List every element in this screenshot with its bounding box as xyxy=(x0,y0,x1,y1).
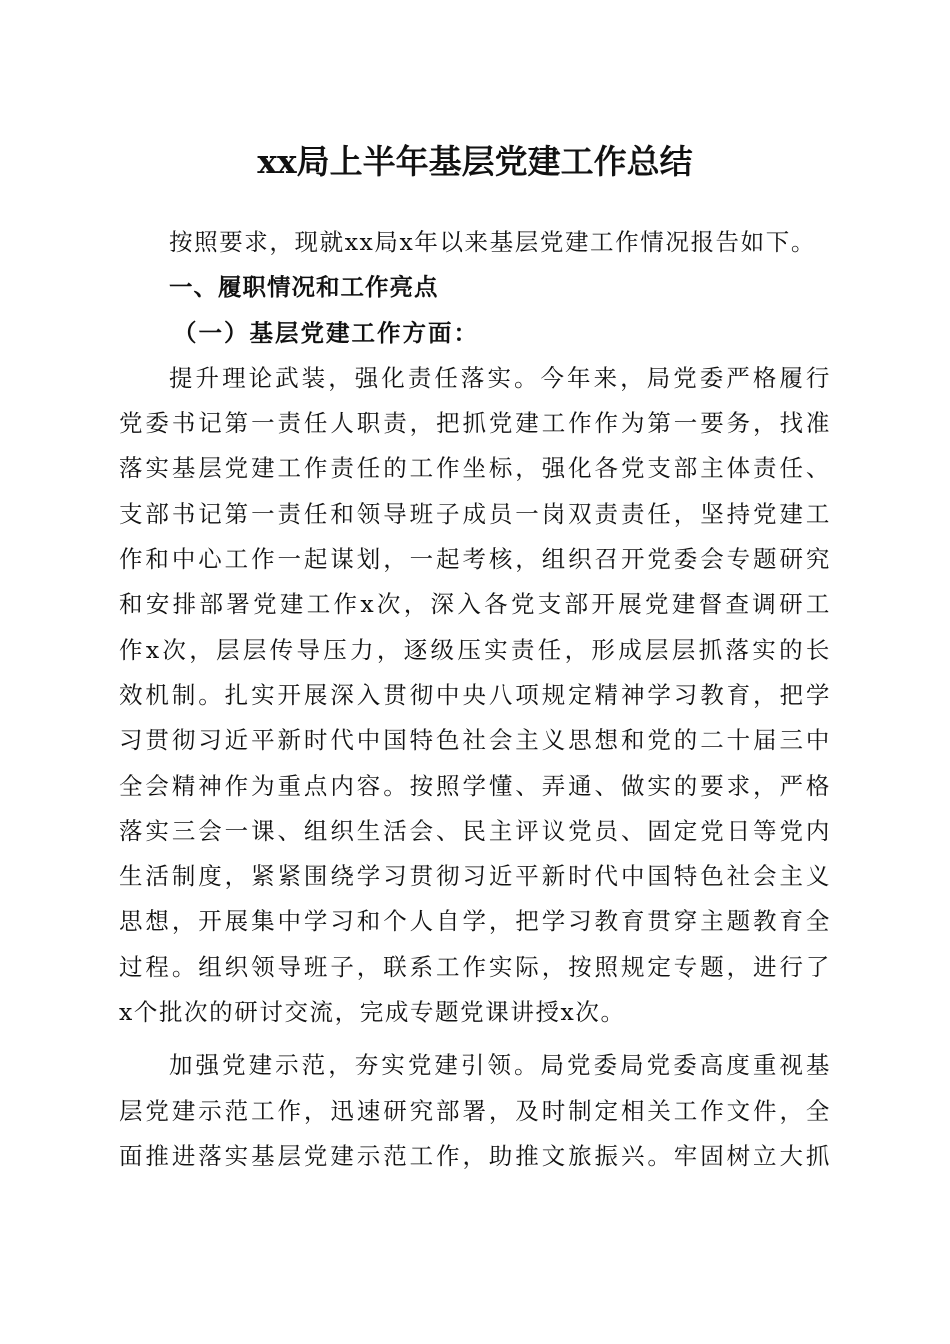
paragraph-line: 效机制。扎实开展深入贯彻中央八项规定精神学习教育，把学 xyxy=(119,680,831,709)
paragraph-line: 支部书记第一责任和领导班子成员一岗双责责任，坚持党建工 xyxy=(119,499,831,528)
paragraph-line: 和安排部署党建工作x次，深入各党支部开展党建督查调研工 xyxy=(119,590,831,619)
paragraph-line: 提升理论武装，强化责任落实。今年来，局党委严格履行 xyxy=(169,363,831,392)
paragraph-line: 面推进落实基层党建示范工作，助推文旅振兴。牢固树立大抓 xyxy=(119,1141,831,1170)
paragraph-line: 过程。组织领导班子，联系工作实际，按照规定专题，进行了 xyxy=(119,952,831,981)
section-heading-1: 一、履职情况和工作亮点 xyxy=(169,273,439,302)
paragraph-line: 生活制度，紧紧围绕学习贯彻习近平新时代中国特色社会主义 xyxy=(119,862,831,891)
paragraph-line: 落实基层党建工作责任的工作坐标，强化各党支部主体责任、 xyxy=(119,454,831,483)
document-body xyxy=(119,220,831,1179)
paragraph-line: 落实三会一课、组织生活会、民主评议党员、固定党日等党内 xyxy=(119,816,831,845)
paragraph-line: 层党建示范工作，迅速研究部署，及时制定相关工作文件，全 xyxy=(119,1096,831,1125)
paragraph-line: 全会精神作为重点内容。按照学懂、弄通、做实的要求，严格 xyxy=(119,771,831,800)
intro-paragraph: 按照要求，现就xx局x年以来基层党建工作情况报告如下。 xyxy=(169,228,816,256)
paragraph-line: 党委书记第一责任人职责，把抓党建工作作为第一要务，找准 xyxy=(119,409,831,438)
paragraph-line: 作x次，层层传导压力，逐级压实责任，形成层层抓落实的长 xyxy=(119,635,831,664)
paragraph-gap xyxy=(119,1035,831,1043)
paragraph-line: 作和中心工作一起谋划，一起考核，组织召开党委会专题研究 xyxy=(119,545,831,574)
paragraph-line: 加强党建示范，夯实党建引领。局党委局党委高度重视基 xyxy=(169,1051,831,1080)
document-title: xx局上半年基层党建工作总结 xyxy=(257,142,693,181)
paragraph-1 xyxy=(119,356,831,1035)
paragraph-line: 思想，开展集中学习和个人自学，把学习教育贯穿主题教育全 xyxy=(119,907,831,936)
subsection-heading-1: （一）基层党建工作方面： xyxy=(173,318,479,347)
paragraph-line: 习贯彻习近平新时代中国特色社会主义思想和党的二十届三中 xyxy=(119,726,831,755)
paragraph-line: x个批次的研讨交流，完成专题党课讲授x次。 xyxy=(119,998,626,1027)
paragraph-2 xyxy=(119,1043,831,1179)
